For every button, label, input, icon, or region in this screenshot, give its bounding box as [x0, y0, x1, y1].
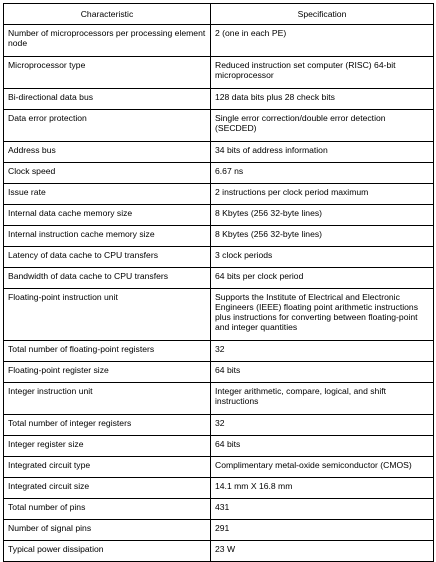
- characteristic-cell: Microprocessor type: [4, 57, 211, 89]
- table-row: [4, 415, 434, 436]
- characteristic-cell: Internal instruction cache memory size: [4, 226, 211, 247]
- specification-cell: 32: [211, 341, 434, 362]
- specification-cell: Single error correction/double error detection (SECDED): [211, 110, 434, 142]
- characteristic-cell: Integer register size: [4, 436, 211, 457]
- table-body: [4, 25, 434, 562]
- table-header-row: [4, 4, 434, 25]
- table-row: [4, 520, 434, 541]
- table-row: [4, 499, 434, 520]
- characteristic-cell: Integrated circuit size: [4, 478, 211, 499]
- characteristic-cell: Total number of pins: [4, 499, 211, 520]
- specification-cell: 128 data bits plus 28 check bits: [211, 89, 434, 110]
- characteristic-cell: Floating-point instruction unit: [4, 289, 211, 341]
- table-row: [4, 57, 434, 89]
- table-row: [4, 478, 434, 499]
- header-characteristic: Characteristic: [4, 4, 211, 25]
- characteristic-cell: Issue rate: [4, 184, 211, 205]
- characteristic-cell: Total number of floating-point registers: [4, 341, 211, 362]
- specification-cell: Complimentary metal-oxide semiconductor (CMOS): [211, 457, 434, 478]
- table-row: [4, 362, 434, 383]
- specification-cell: 8 Kbytes (256 32-byte lines): [211, 205, 434, 226]
- specification-cell: 23 W: [211, 541, 434, 562]
- table-row: [4, 110, 434, 142]
- characteristic-cell: Integrated circuit type: [4, 457, 211, 478]
- characteristic-cell: Number of microprocessors per processing element node: [4, 25, 211, 57]
- table-row: [4, 457, 434, 478]
- characteristic-cell: Bandwidth of data cache to CPU transfers: [4, 268, 211, 289]
- table-row: [4, 541, 434, 562]
- specification-cell: 6.67 ns: [211, 163, 434, 184]
- characteristic-cell: Number of signal pins: [4, 520, 211, 541]
- characteristic-cell: Clock speed: [4, 163, 211, 184]
- table-row: [4, 163, 434, 184]
- specification-cell: 64 bits: [211, 362, 434, 383]
- characteristic-cell: Floating-point register size: [4, 362, 211, 383]
- specification-cell: 2 (one in each PE): [211, 25, 434, 57]
- characteristic-cell: Internal data cache memory size: [4, 205, 211, 226]
- table-row: [4, 383, 434, 415]
- table-row: [4, 226, 434, 247]
- table-row: [4, 436, 434, 457]
- characteristic-cell: Address bus: [4, 142, 211, 163]
- table-row: [4, 289, 434, 341]
- table-row: [4, 205, 434, 226]
- specification-cell: 14.1 mm X 16.8 mm: [211, 478, 434, 499]
- characteristic-cell: Latency of data cache to CPU transfers: [4, 247, 211, 268]
- specification-table: [3, 3, 434, 562]
- specification-cell: Integer arithmetic, compare, logical, and shift instructions: [211, 383, 434, 415]
- specification-cell: 34 bits of address information: [211, 142, 434, 163]
- table-row: [4, 341, 434, 362]
- specification-cell: 3 clock periods: [211, 247, 434, 268]
- characteristic-cell: Bi-directional data bus: [4, 89, 211, 110]
- table-row: [4, 268, 434, 289]
- table-row: [4, 142, 434, 163]
- characteristic-cell: Total number of integer registers: [4, 415, 211, 436]
- characteristic-cell: Integer instruction unit: [4, 383, 211, 415]
- characteristic-cell: Typical power dissipation: [4, 541, 211, 562]
- specification-cell: 291: [211, 520, 434, 541]
- table-row: [4, 89, 434, 110]
- table-row: [4, 25, 434, 57]
- specification-cell: Supports the Institute of Electrical and Electronic Engineers (IEEE) floating point arithmetic instructions plus instructions for converting between floating-point and integer quantities: [211, 289, 434, 341]
- specification-cell: 2 instructions per clock period maximum: [211, 184, 434, 205]
- table-row: [4, 184, 434, 205]
- specification-cell: Reduced instruction set computer (RISC) 64-bit microprocessor: [211, 57, 434, 89]
- table-row: [4, 247, 434, 268]
- specification-cell: 64 bits per clock period: [211, 268, 434, 289]
- specification-cell: 8 Kbytes (256 32-byte lines): [211, 226, 434, 247]
- header-specification: Specification: [211, 4, 434, 25]
- specification-cell: 431: [211, 499, 434, 520]
- specification-cell: 64 bits: [211, 436, 434, 457]
- specification-cell: 32: [211, 415, 434, 436]
- characteristic-cell: Data error protection: [4, 110, 211, 142]
